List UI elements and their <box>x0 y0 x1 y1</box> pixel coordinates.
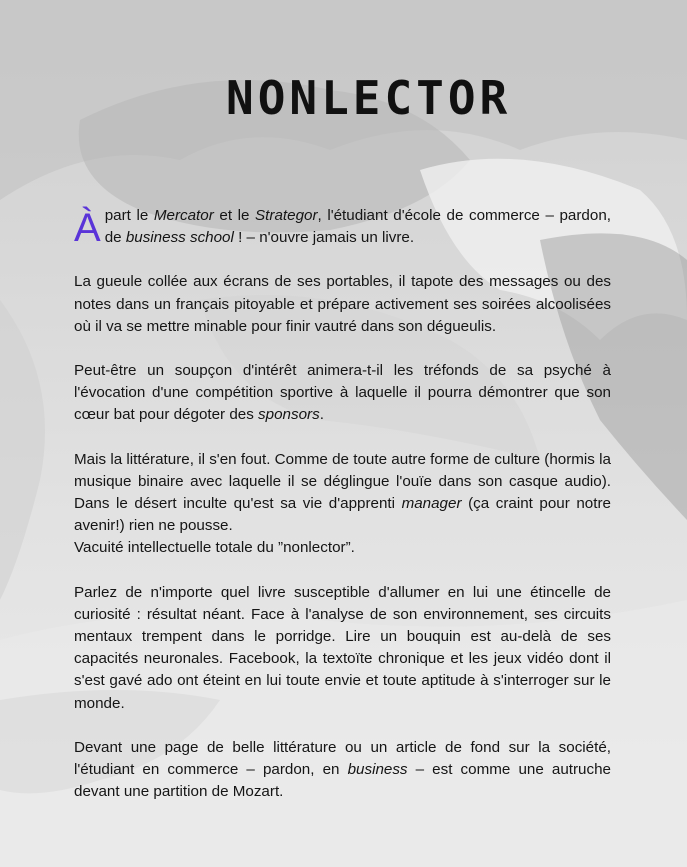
p1-emphasis-business-school: business school <box>125 229 234 247</box>
p3-emphasis-sponsors: sponsors <box>258 406 320 424</box>
p3-text-2: . <box>319 406 324 424</box>
p1-text-3: , l'étudiant d'école de commerce – pardon, de <box>104 207 611 247</box>
p6-text-1: Devant une page de belle littérature ou un article de fond sur la société, l'étudiant en commerce – pardon, en <box>74 738 611 779</box>
paragraph-5: Parlez de n'importe quel livre susceptible d'allumer en lui une étincelle de curiosité : résultat néant. Face à l'analyse de son environnement, ses circuits mentaux trempent dans le porridge. Lire un bouquin est au-delà de ses capacités neuronales. Facebook, la textoïte chronique et les jeux vidéo dont il s'est gavé ado ont éteint en lui toute envie et toute aptitude à s'interroger sur le monde. <box>74 583 611 712</box>
paragraph-4 <box>74 449 611 560</box>
page-title: NONLECTOR <box>226 71 512 125</box>
p6-emphasis-business: business <box>347 761 408 779</box>
p1-emphasis-mercator: Mercator <box>153 207 214 224</box>
paragraph-3 <box>74 360 611 427</box>
p4-text-2: (ça craint pour notre avenir!) rien ne pousse. <box>74 495 611 535</box>
p3-text-1: Peut-être un soupçon d'intérêt animera-t-il les tréfonds de sa psyché à l'évocation d'une compétition sportive à laquelle il pourra démontrer que son cœur bat pour dégoter des <box>74 362 611 424</box>
p1-text-2: et le <box>213 207 256 224</box>
paragraph-2: La gueule collée aux écrans de ses portables, il tapote des messages ou des notes dans un français pitoyable et prépare activement ses soirées alcoolisées où il va se mettre minable pour finir vautré dans son dégueulis. <box>74 273 611 335</box>
paragraph-6 <box>74 737 611 804</box>
p1-emphasis-strategor: Strategor <box>255 207 318 224</box>
p4-emphasis-manager: manager <box>401 495 462 513</box>
p1-text-4: ! – n'ouvre jamais un livre. <box>233 229 415 247</box>
paragraph-1 <box>74 205 611 249</box>
p4-closing-line: Vacuité intellectuelle totale du ”nonlector”. <box>74 539 355 557</box>
drop-cap: À <box>74 206 101 250</box>
article-body <box>74 205 611 825</box>
p4-text-1: Mais la littérature, il s'en fout. Comme de toute autre forme de culture (hormis la musique binaire avec laquelle il se déglingue l'ouïe dans son casque audio). Dans le désert inculte qu'est sa vie d'apprenti <box>74 450 611 513</box>
p1-text-1: part le <box>104 207 154 224</box>
p6-text-2: – est comme une autruche devant une partition de Mozart. <box>74 761 611 801</box>
